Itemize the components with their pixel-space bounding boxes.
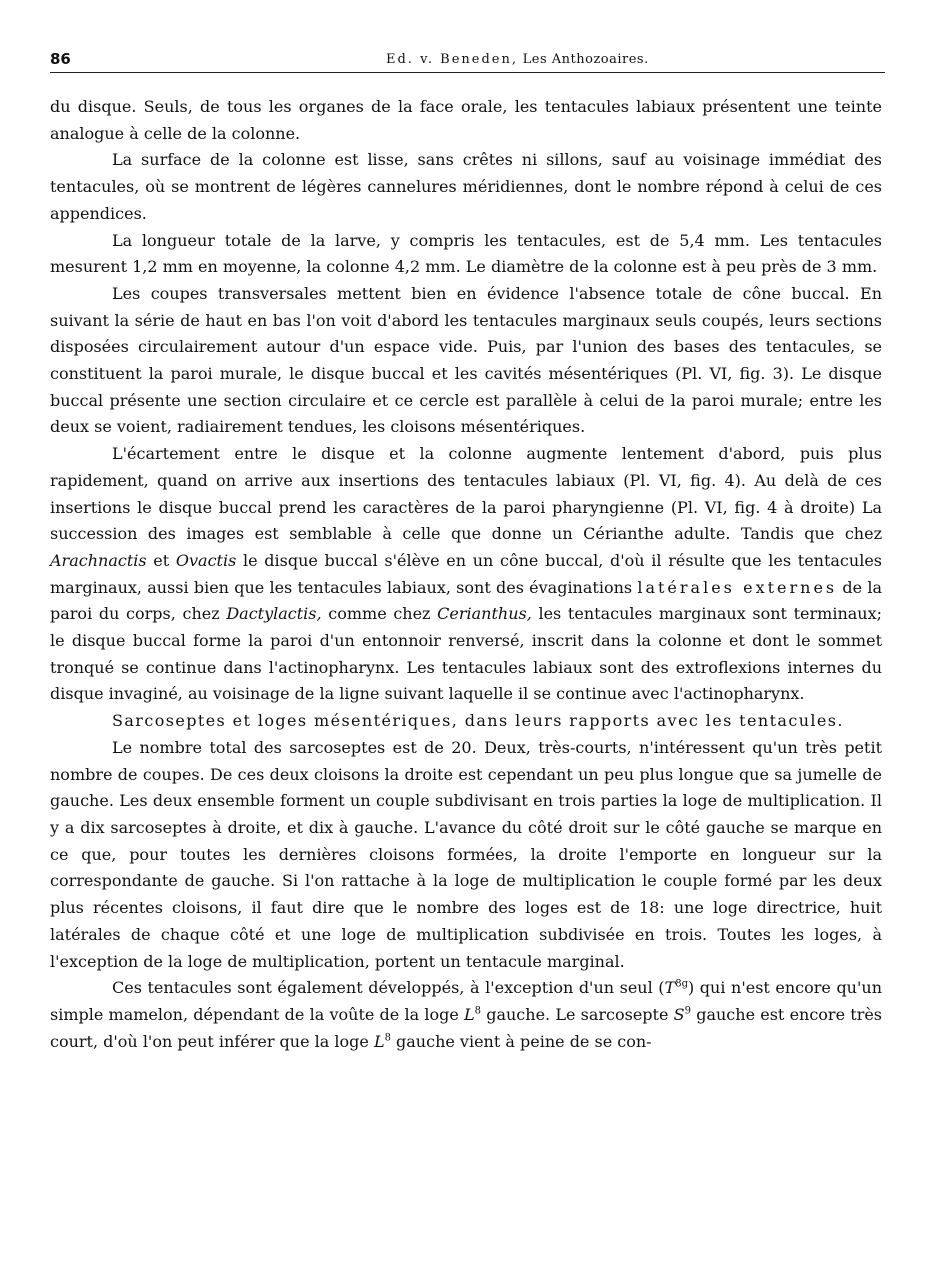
superscript: 8g (675, 978, 688, 990)
symbol-S: S (673, 1004, 685, 1024)
genus-name: Arachnactis (50, 550, 147, 570)
paragraph (50, 975, 882, 1055)
running-header (50, 50, 885, 73)
superscript: 8 (474, 1005, 482, 1017)
symbol-T: T (664, 978, 676, 998)
text-run: de la paroi du corps, chez (50, 577, 883, 624)
paragraph: Les coupes transversales mettent bien en évidence l'absence totale de cône buccal. En suivant la série de haut en bas l'on voit d'abord les tentacules marginaux seuls coupés, leurs sections disposées circulairement autour d'un espace vide. Puis, par l'union des bases des tentacules, se constituent la paroi murale, le disque buccal et les cavités mésentériques (Pl. VI, fig. 3). Le disque buccal présente une section circulaire et ce cercle est parallèle à celui de la paroi murale; entre les deux se voient, radiairement tendues, les cloisons mésentériques. (50, 283, 882, 437)
text-run: gauche est encore très court, d'où l'on peut inférer que la loge (50, 1004, 883, 1051)
symbol-L: L (464, 1004, 475, 1024)
text-run: ) qui n'est encore qu'un simple mamelon, dépendant de la voûte de la loge (50, 978, 882, 1024)
text-run: le disque buccal s'élève en un cône buccal, d'où il résulte que les tentacules marginaux, aussi bien que les tentacules labiaux, sont des évaginations (50, 550, 882, 597)
body-text (50, 94, 882, 1055)
paragraph: La longueur totale de la larve, y compris les tentacules, est de 5,4 mm. Les tentacules mesurent 1,2 mm en moyenne, la colonne 4,2 mm. Le diamètre de la colonne est à peu près de 3 mm. (50, 230, 882, 277)
superscript: 9 (684, 1005, 692, 1017)
genus-name: Ovactis (175, 550, 237, 570)
paragraph: du disque. Seuls, de tous les organes de la face orale, les tentacules labiaux présentent une teinte analogue à celle de la colonne. (50, 97, 882, 143)
text-run: et (146, 550, 176, 570)
work-title: Les Anthozoaires. (522, 52, 649, 67)
text-run: comme chez (321, 604, 438, 624)
paragraph: Le nombre total des sarcoseptes est de 20. Deux, très-courts, n'intéressent qu'un très petit nombre de coupes. De ces deux cloisons la droite est cependant un peu plus longue que sa jumelle de gauche. Les deux ensemble forment un couple subdivisant en trois parties la loge de multiplication. Il y a dix sarcoseptes à droite, et dix à gauche. L'avance du côté droit sur le côté gauche se marque en ce que, pour toutes les dernières cloisons formées, la droite l'emporte en longueur sur la correspondante de gauche. Si l'on rattache à la loge de multiplication le couple formé par les deux plus récentes cloisons, il faut dire que le nombre des loges est de 18: une loge directrice, huit latérales de chaque côté et une loge de multiplication subdivisée en trois. Toutes les loges, à l'exception de la loge de multiplication, portent un tentacule marginal. (50, 737, 882, 971)
paragraph (50, 441, 882, 708)
paragraph: La surface de la colonne est lisse, sans crêtes ni sillons, sauf au voisinage immédiat des tentacules, où se montrent de légères cannelures méridiennes, dont le nombre répond à celui de ces appendices. (50, 150, 882, 223)
section-heading: Sarcoseptes et loges mésentériques, dans leurs rapports avec les tentacules. (112, 711, 844, 731)
text-run: Ces tentacules sont également développés, à l'exception d'un seul ( (112, 978, 665, 998)
text-run: gauche vient à peine de se con- (390, 1031, 652, 1051)
text-run: les tentacules marginaux sont terminaux; le disque buccal forme la paroi d'un entonnoir renversé, inscrit dans la colonne et dont le sommet tronqué se continue dans l'actinopharynx. Les tentacules labiaux sont des extroflexions internes du disque invaginé, au voisinage de la ligne suivant laquelle il se continue avec l'actinopharynx. (50, 604, 883, 704)
symbol-L: L (373, 1031, 385, 1051)
superscript: 8 (384, 1032, 391, 1044)
spaced-emphasis: latérales externes (637, 577, 838, 597)
author-name: Ed. v. Beneden, (386, 52, 518, 67)
genus-name: Cerianthus, (437, 604, 532, 624)
genus-name: Dactylactis, (226, 604, 322, 624)
page-number: 86 (50, 50, 71, 68)
text-run: gauche. Le sarcosepte (481, 1004, 674, 1024)
text-run: L'écartement entre le disque et la colonne augmente lentement d'abord, puis plus rapidement, quand on arrive aux insertions des tentacules labiaux (Pl. VI, fig. 4). Au delà de ces insertions le disque buccal prend les caractères de la paroi pharyngienne (Pl. VI, fig. 4 à droite) La succession des images est semblable à celle que donne un Cérianthe adulte. Tandis que chez (50, 444, 882, 544)
running-title (386, 52, 649, 67)
